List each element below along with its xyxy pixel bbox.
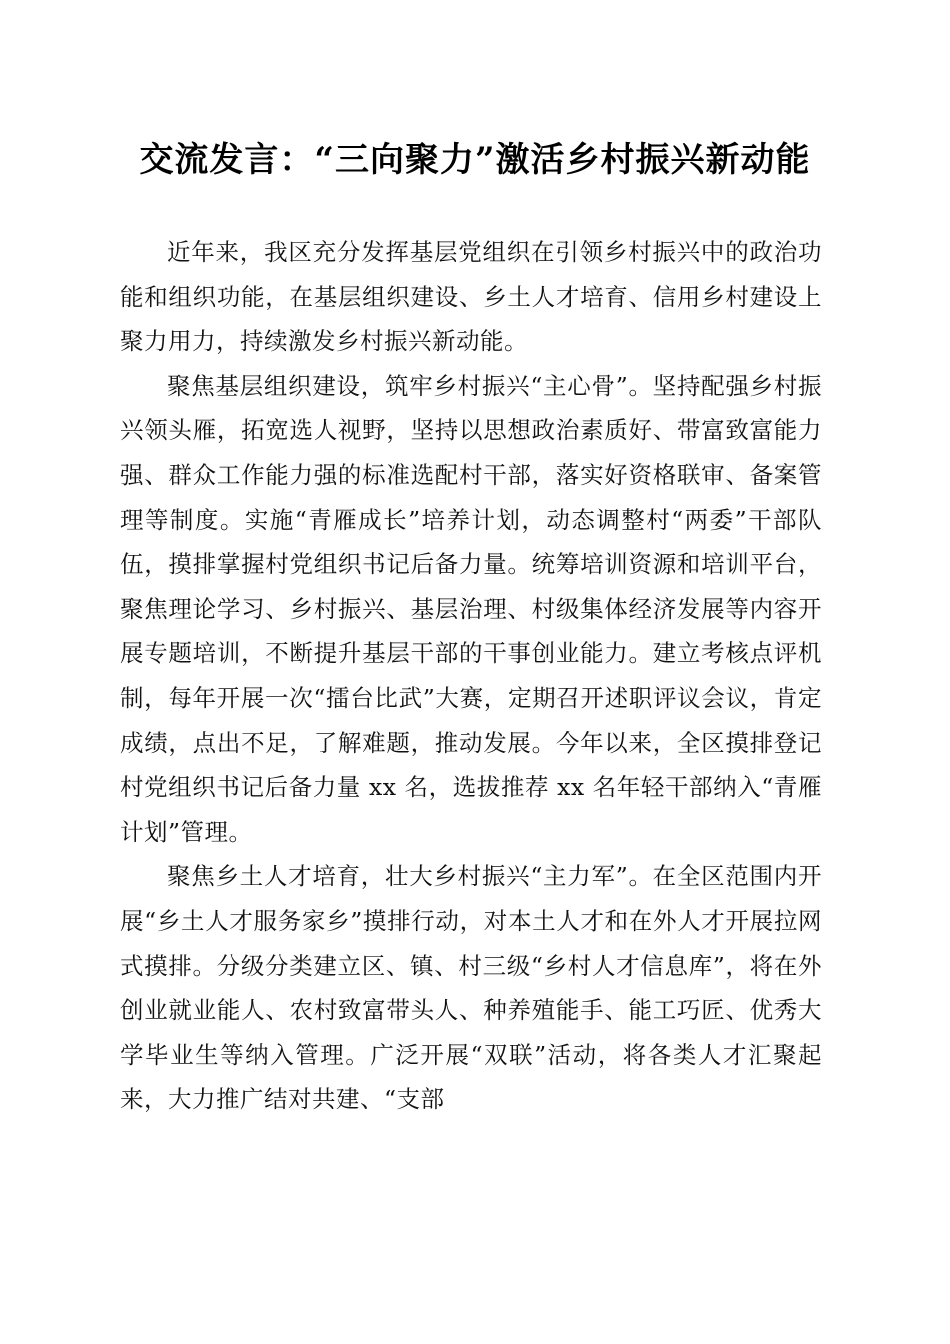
paragraph-talent-cultivation: 聚焦乡土人才培育，壮大乡村振兴“主力军”。在全区范围内开展“乡土人才服务家乡”摸排行动，对本土人才和在外人才开展拉网式摸排。分级分类建立区、镇、村三级“乡村人才信息库”，将在外创业就业能人、农村致富带头人、种养殖能手、能工巧匠、优秀大学毕业生等纳入管理。广泛开展“双联”活动，将各类人才汇聚起来，大力推广结对共建、“支部 — [120, 862, 822, 1114]
document-body — [120, 230, 822, 1122]
document-title: 交流发言：“三向聚力”激活乡村振兴新动能 — [139, 140, 811, 180]
paragraph-intro: 近年来，我区充分发挥基层党组织在引领乡村振兴中的政治功能和组织功能，在基层组织建设、乡土人才培育、信用乡村建设上聚力用力，持续激发乡村振兴新动能。 — [120, 238, 822, 356]
paragraph-organization-building: 聚焦基层组织建设，筑牢乡村振兴“主心骨”。坚持配强乡村振兴领头雁，拓宽选人视野，坚持以思想政治素质好、带富致富能力强、群众工作能力强的标准选配村干部，落实好资格联审、备案管理等制度。实施“青雁成长”培养计划，动态调整村“两委”干部队伍，摸排掌握村党组织书记后备力量。统筹培训资源和培训平台，聚焦理论学习、乡村振兴、基层治理、村级集体经济发展等内容开展专题培训，不断提升基层干部的干事创业能力。建立考核点评机制，每年开展一次“擂台比武”大赛，定期召开述职评议会议，肯定成绩，点出不足，了解难题，推动发展。今年以来，全区摸排登记村党组织书记后备力量 xx 名，选拔推荐 xx 名年轻干部纳入“青雁计划”管理。 — [120, 371, 822, 846]
